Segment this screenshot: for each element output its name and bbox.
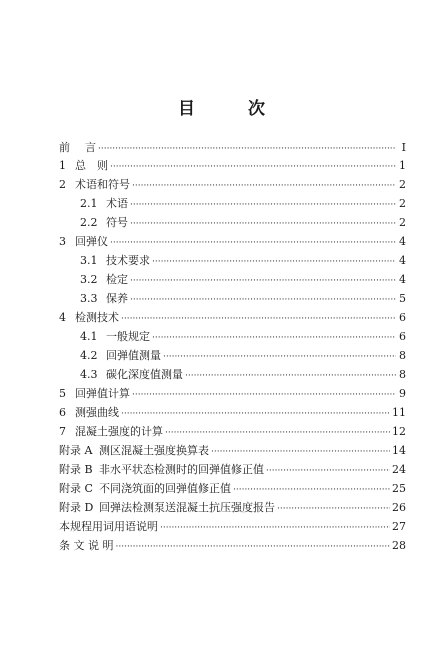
toc-entry-number: 2.2 (80, 216, 98, 229)
toc-leader-dots (116, 538, 391, 557)
toc-entry-page: 4 (399, 273, 406, 286)
toc-entry-title: 混凝土强度的计算 (75, 425, 163, 438)
toc-entry-number: 附录 C (59, 482, 93, 495)
toc-entry-title: 术语 (106, 197, 128, 210)
toc-entry-page: 8 (399, 349, 406, 362)
toc-entry-title: 测区混凝土强度换算表 (99, 444, 209, 457)
toc-entry-chapter-6[interactable] (0, 403, 443, 422)
toc-entry-title: 检定 (106, 273, 128, 286)
toc-entry-commentary[interactable] (0, 536, 443, 555)
toc-entry-number: 6 (59, 406, 66, 419)
toc-entry-number: 4.1 (80, 330, 98, 343)
toc-entry-page: 2 (399, 216, 406, 229)
toc-entry-number: 前 (59, 141, 70, 154)
toc-entry-section-4-2[interactable] (0, 346, 443, 365)
toc-entry-number: 附录 B (59, 463, 93, 476)
toc-entry-section-2-2[interactable] (0, 213, 443, 232)
toc-entry-section-3-2[interactable] (0, 270, 443, 289)
toc-entry-number: 附录 A (59, 444, 93, 457)
toc-entry-chapter-7[interactable] (0, 422, 443, 441)
toc-entry-page: 6 (399, 330, 406, 343)
toc-entry-number: 2 (59, 178, 66, 191)
toc-entry-chapter-4[interactable] (0, 308, 443, 327)
toc-entry-number: 5 (59, 387, 66, 400)
toc-entry-page: 27 (392, 520, 406, 533)
toc-entry-title: 回弹仪 (75, 235, 108, 248)
toc-entry-number: 3.2 (80, 273, 98, 286)
toc-entry-title: 非水平状态检测时的回弹值修正值 (99, 463, 264, 476)
toc-entry-appendix-b[interactable] (0, 460, 443, 479)
toc-entry-title: 不同浇筑面的回弹值修正值 (99, 482, 231, 495)
toc-entry-terminology-notes[interactable] (0, 517, 443, 536)
toc-entry-number: 4.2 (80, 349, 98, 362)
toc-entry-number: 3 (59, 235, 66, 248)
toc-entry-number: 3.1 (80, 254, 98, 267)
toc-entry-title: 本规程用词用语说明 (59, 520, 158, 533)
toc-entry-page: 1 (399, 159, 406, 172)
toc-entry-section-3-3[interactable] (0, 289, 443, 308)
toc-entry-section-3-1[interactable] (0, 251, 443, 270)
toc-entry-page: 4 (399, 235, 406, 248)
toc-entry-title: 言 (85, 141, 96, 154)
toc-entry-title: 总 则 (75, 159, 108, 172)
toc-entry-page: 2 (399, 178, 406, 191)
toc-entry-appendix-a[interactable] (0, 441, 443, 460)
toc-entry-title: 回弹法检测泵送混凝土抗压强度报告 (99, 501, 275, 514)
toc-entry-page: 4 (399, 254, 406, 267)
toc-entry-title: 检测技术 (75, 311, 119, 324)
toc-entry-title: 测强曲线 (75, 406, 119, 419)
toc-entry-page: 8 (399, 368, 406, 381)
toc-entry-title: 一般规定 (106, 330, 150, 343)
toc-entry-page: 28 (392, 539, 406, 552)
page-title: 目 次 (178, 99, 283, 119)
toc-entry-title: 技术要求 (106, 254, 150, 267)
toc-entry-page: 12 (392, 425, 406, 438)
toc-entry-number: 3.3 (80, 292, 98, 305)
toc-entry-page: 11 (392, 406, 406, 419)
toc-entry-chapter-3[interactable] (0, 232, 443, 251)
toc-entry-number: 4.3 (80, 368, 98, 381)
toc-entry-title: 回弹值测量 (106, 349, 161, 362)
toc-entry-section-4-3[interactable] (0, 365, 443, 384)
toc-entry-title: 术语和符号 (75, 178, 130, 191)
toc-entry-page: 2 (399, 197, 406, 210)
toc-entry-page: 26 (392, 501, 406, 514)
toc-entry-page: 24 (392, 463, 406, 476)
toc-entry-title: 符号 (106, 216, 128, 229)
toc-entry-page: 5 (399, 292, 406, 305)
toc-entry-page: 6 (399, 311, 406, 324)
toc-entry-number: 4 (59, 311, 66, 324)
toc-entry-appendix-d[interactable] (0, 498, 443, 517)
toc-entry-chapter-5[interactable] (0, 384, 443, 403)
toc-entry-page: 25 (392, 482, 406, 495)
toc-entry-number: 2.1 (80, 197, 98, 210)
toc-entry-title: 条 文 说 明 (59, 539, 114, 552)
toc-entry-page: I (401, 141, 406, 154)
toc-entry-number: 7 (59, 425, 66, 438)
toc-entry-section-4-1[interactable] (0, 327, 443, 346)
toc-entry-title: 回弹值计算 (75, 387, 130, 400)
toc-entry-appendix-c[interactable] (0, 479, 443, 498)
toc-entry-chapter-1[interactable] (0, 156, 443, 175)
toc-entry-page: 14 (392, 444, 406, 457)
toc-entry-number: 附录 D (59, 501, 94, 514)
toc-entry-title: 碳化深度值测量 (106, 368, 183, 381)
toc-entry-preface[interactable] (0, 138, 443, 157)
toc-entry-number: 1 (59, 159, 66, 172)
toc-entry-section-2-1[interactable] (0, 194, 443, 213)
toc-entry-page: 9 (399, 387, 406, 400)
toc-entry-title: 保养 (106, 292, 128, 305)
toc-entry-chapter-2[interactable] (0, 175, 443, 194)
